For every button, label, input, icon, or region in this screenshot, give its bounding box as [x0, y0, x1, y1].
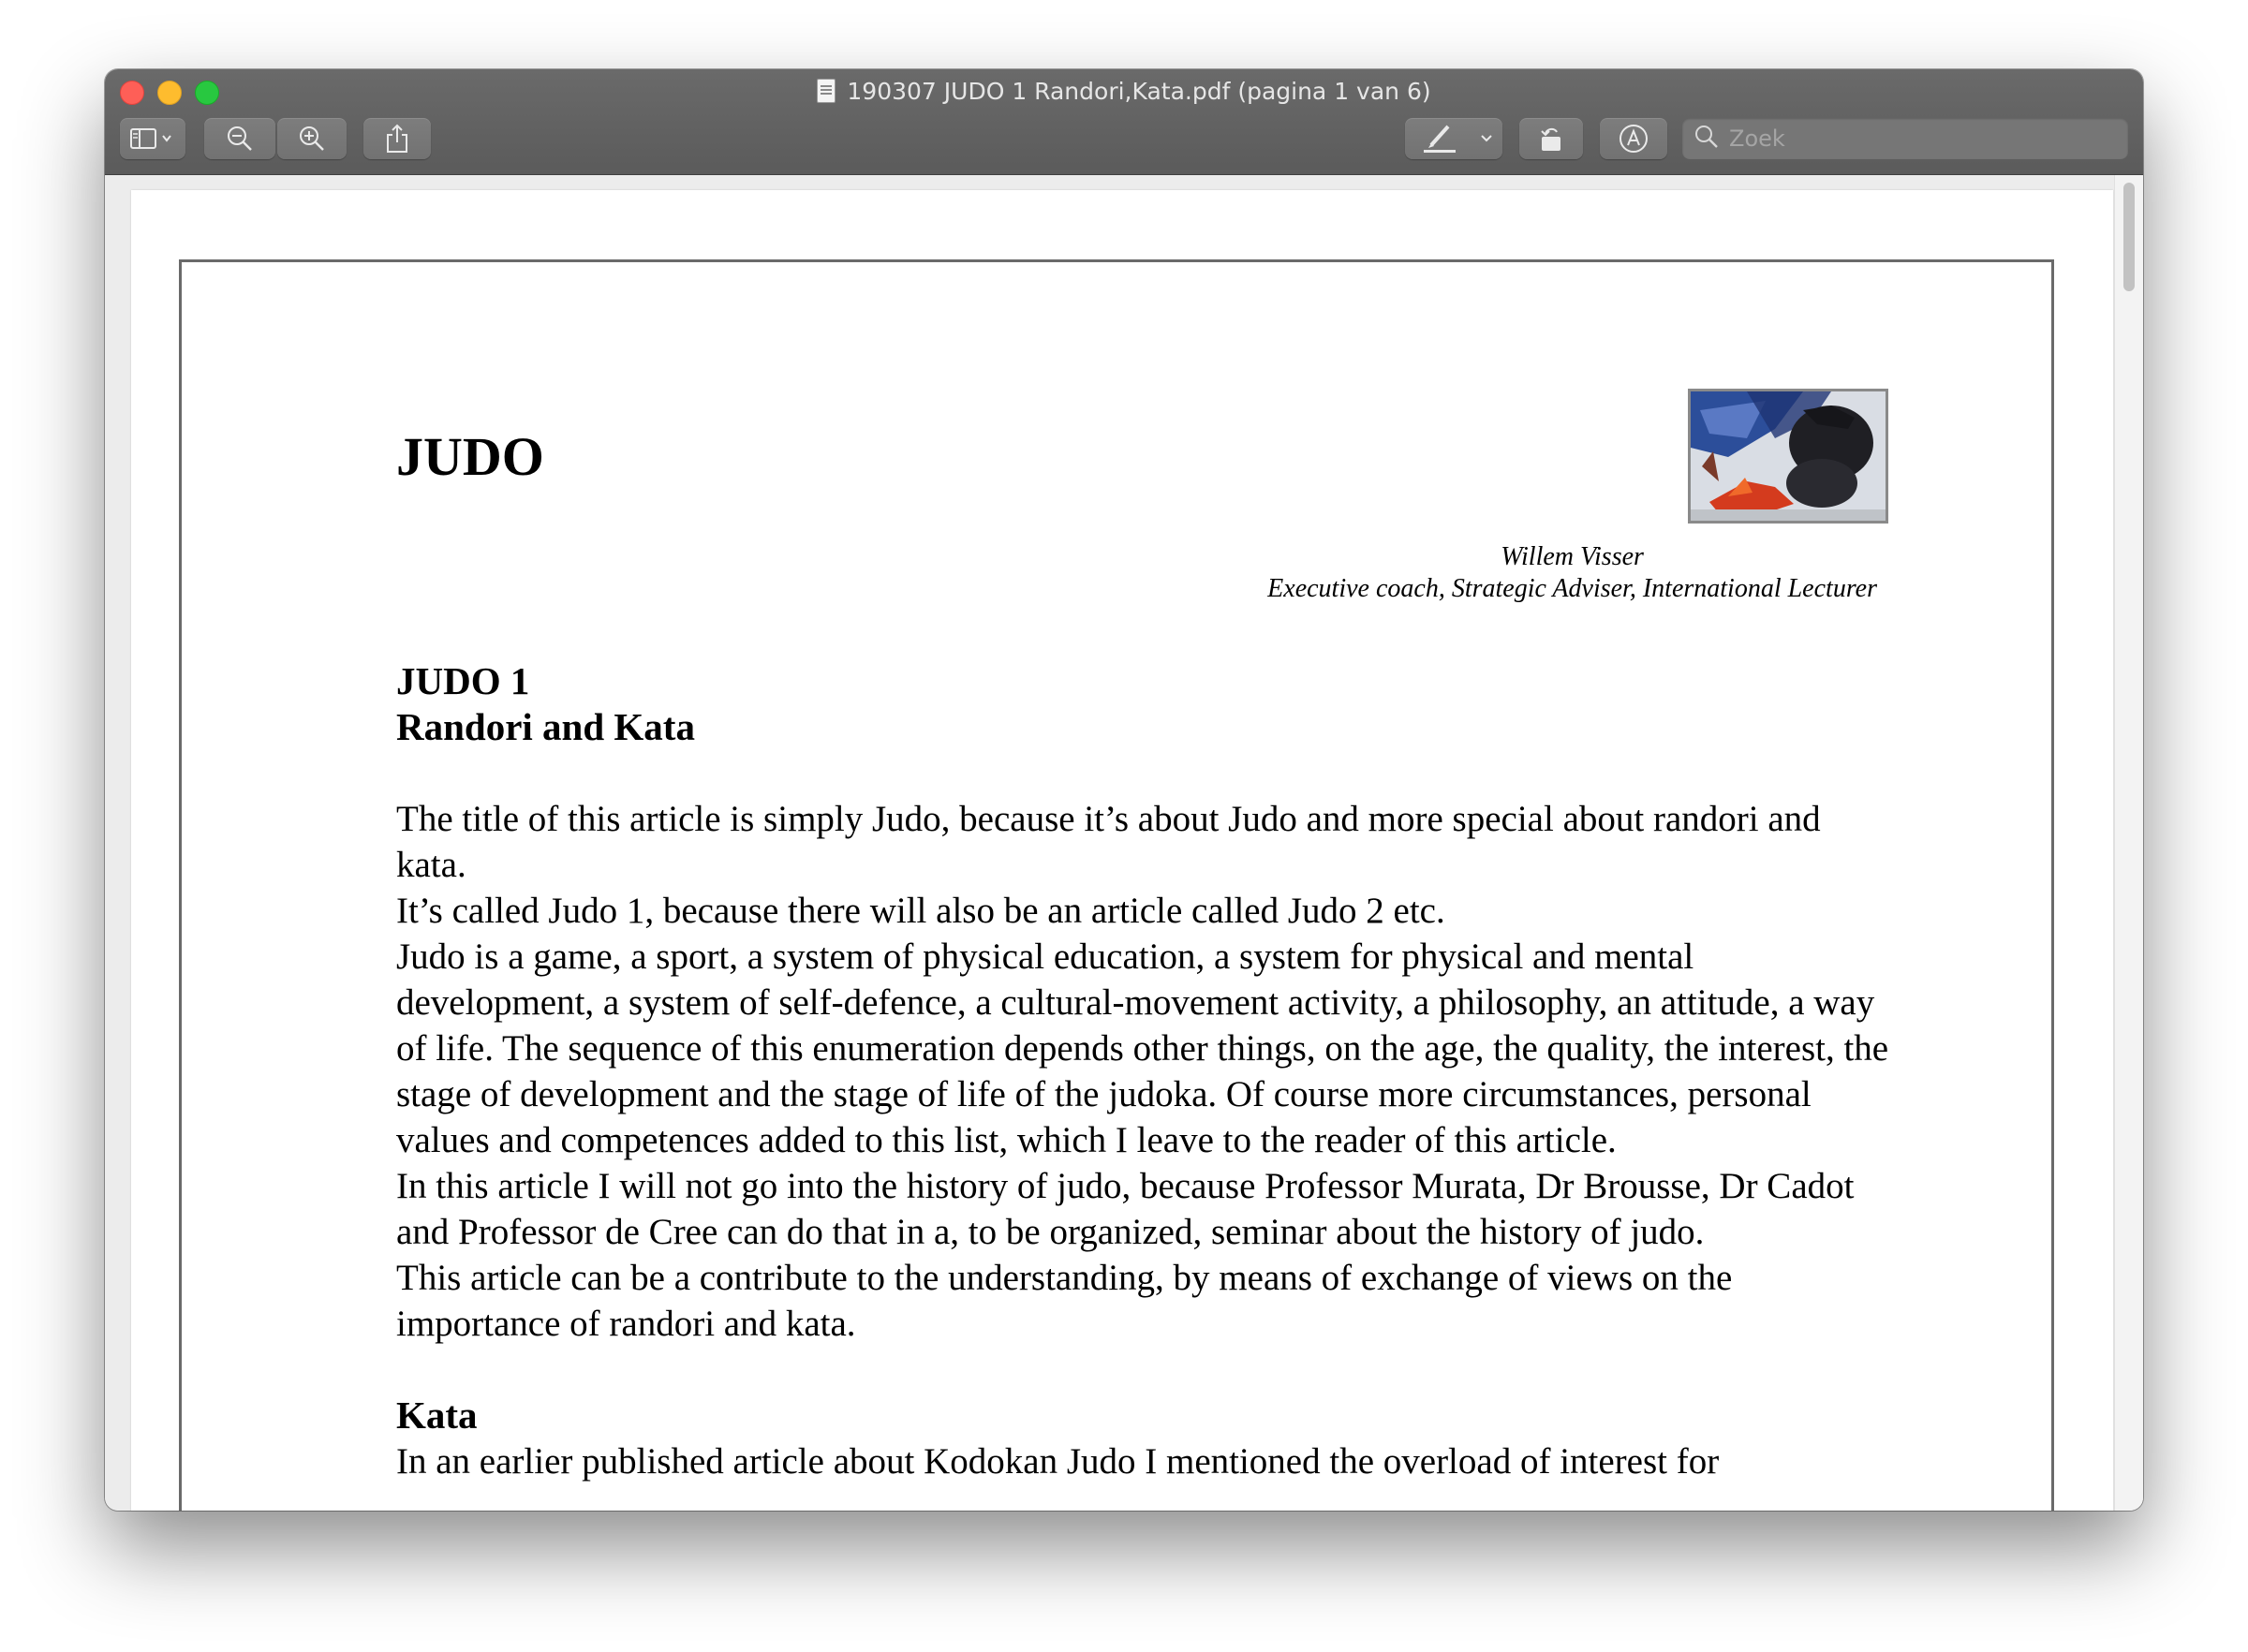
heading-randori-kata: Randori and Kata [396, 705, 695, 748]
scrollbar-thumb[interactable] [2123, 183, 2135, 291]
paragraph: In this article I will not go into the history of judo, because Professor Murata, Dr Brousse, Dr Cadot and Professor de Cree can do that in a, to be organized, seminar about the history of judo. [396, 1166, 1855, 1252]
search-field[interactable] [1682, 118, 2128, 159]
highlight-button[interactable] [1405, 118, 1502, 159]
heading-judo-1: JUDO 1 [396, 659, 530, 702]
document-title: JUDO [396, 426, 544, 487]
author-name: Willem Visser [1501, 542, 1644, 571]
pdf-document-icon [817, 79, 836, 103]
author-role: Executive coach, Strategic Adviser, International Lecturer [1267, 574, 1877, 603]
paragraph: This article can be a contribute to the understanding, by means of exchange of views on the importance of randori and kata. [396, 1258, 1733, 1344]
markup-button[interactable] [1600, 118, 1667, 159]
window-title: 190307 JUDO 1 Randori,Kata.pdf (pagina 1 van 6) [847, 78, 1431, 105]
sidebar-icon [129, 126, 176, 151]
pdf-page [131, 190, 2113, 1511]
markup-icon [1618, 123, 1649, 155]
document-body [396, 658, 1895, 1484]
zoom-out-icon [226, 125, 254, 153]
rotate-icon [1536, 124, 1566, 154]
zoom-in-icon [298, 125, 326, 153]
search-icon [1693, 124, 1720, 155]
paragraph: Judo is a game, a sport, a system of physical education, a system for physical and mental development, a system of self-defence, a cultural-movement activity, a philosophy, an attitude, a way of life. The sequence of this enumeration depends other things, on the age, the quality, the interest, the stage of development and the stage of life of the judoka. Of course more circumstances, personal values and competences added to this list, which I leave to the reader of this article. [396, 937, 1889, 1160]
window-title-bar [105, 77, 2143, 107]
highlight-menu-chevron-icon[interactable] [1478, 127, 1495, 150]
author-block [1267, 541, 1877, 605]
paragraph: In an earlier published article about Kodokan Judo I mentioned the overload of interest for [396, 1441, 1720, 1482]
preview-window [105, 69, 2143, 1511]
document-viewer[interactable] [105, 175, 2143, 1511]
share-icon [384, 124, 410, 154]
highlighter-icon [1422, 123, 1459, 155]
zoom-in-button[interactable] [277, 118, 347, 159]
titlebar [105, 69, 2143, 175]
search-input[interactable] [1727, 125, 2124, 153]
rotate-button[interactable] [1519, 118, 1583, 159]
zoom-out-button[interactable] [204, 118, 275, 159]
share-button[interactable] [363, 118, 431, 159]
paragraph: The title of this article is simply Judo, because it’s about Judo and more special about randori and kata. [396, 799, 1821, 885]
paragraph: It’s called Judo 1, because there will also be an article called Judo 2 etc. [396, 891, 1445, 931]
heading-kata: Kata [396, 1394, 478, 1437]
sidebar-button[interactable] [120, 118, 185, 159]
cover-painting-image [1688, 389, 1888, 524]
vertical-scrollbar[interactable] [2114, 175, 2143, 1511]
